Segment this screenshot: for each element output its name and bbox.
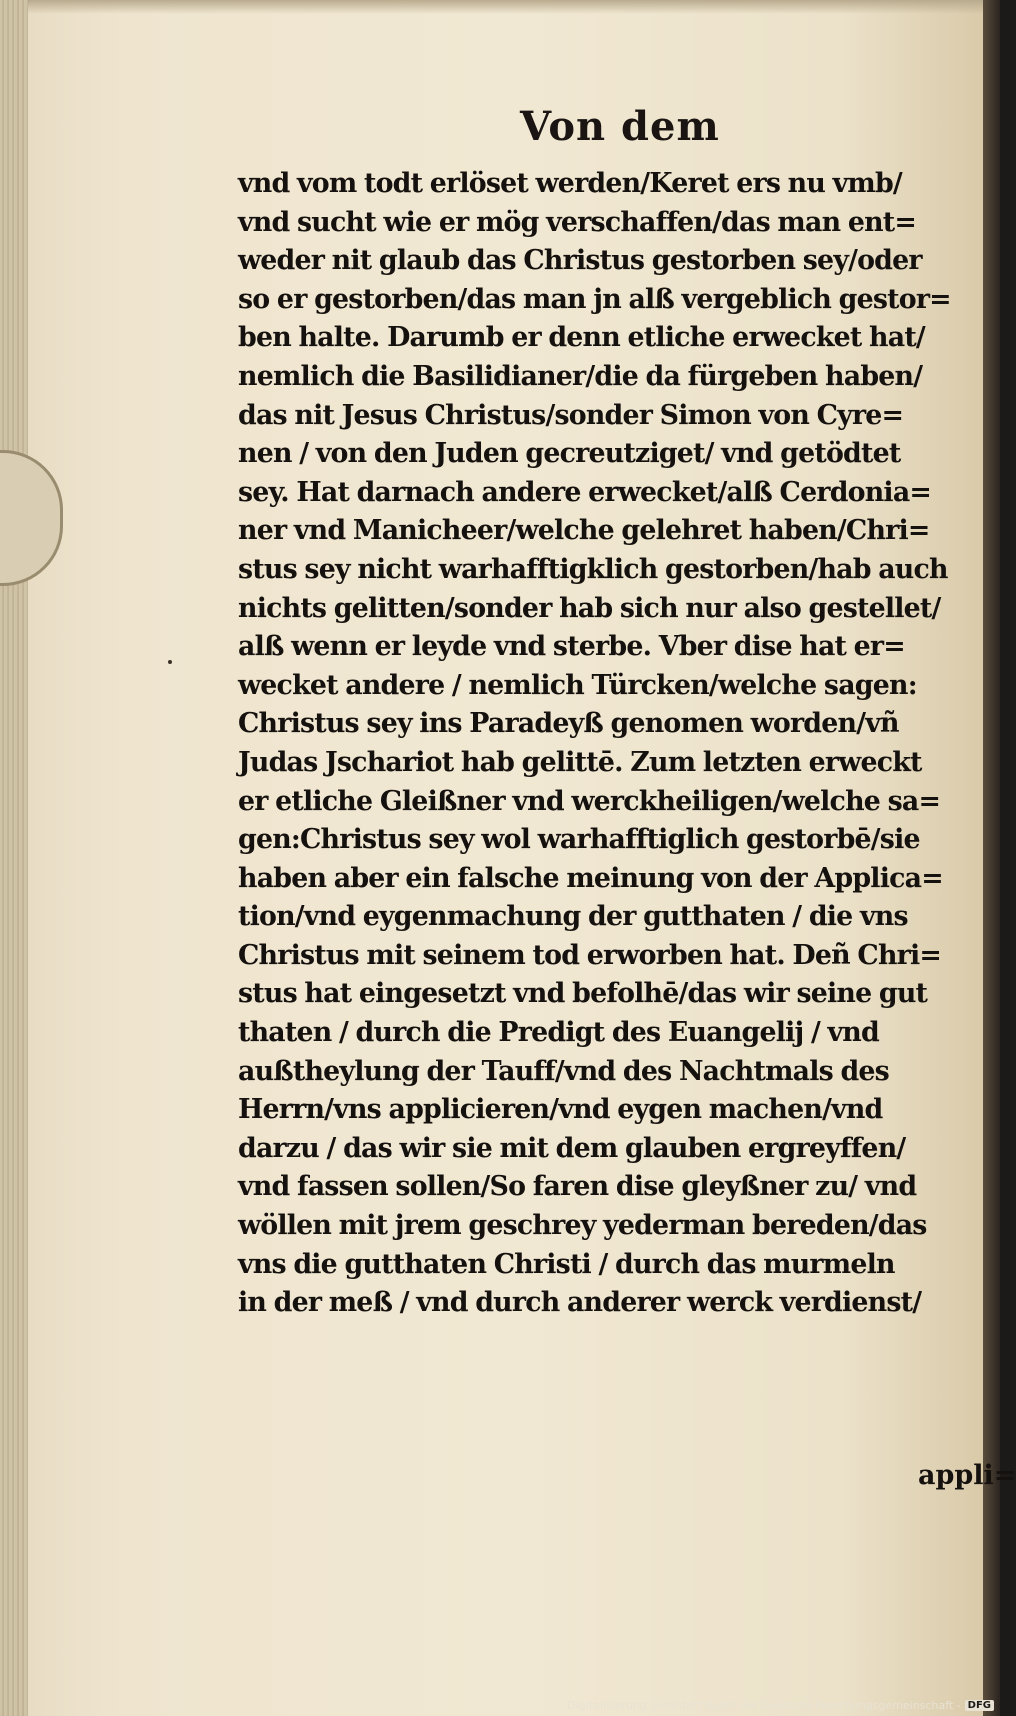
text-line: stus sey nicht warhafftigklich gestorben/hab auch [238,553,948,585]
text-line: vnd vom todt erlöset werden/Keret ers nu vmb/ [238,168,902,199]
credit-text: Digitalisierung gefördert durch die Deutsche Forschungsgemeinschaft - [567,1699,961,1712]
text-line: weder nit glaub das Christus gestorben sey/oder [238,245,922,277]
text-line: vnd fassen sollen/So faren dise gleyßner zu/ vnd [238,1171,917,1203]
text-line: außtheylung der Tauff/vnd des Nachtmals des [238,1055,889,1087]
text-line: er etliche Gleißner vnd werckheiligen/welche sa= [238,785,941,817]
catchword: appli= [918,1460,1016,1491]
text-line: nen / von den Juden gecreutziget/ vnd getödtet [238,438,901,470]
running-head: Von dem [520,103,720,150]
text-line: nichts gelitten/sonder hab sich nur also gestellet/ [238,592,941,624]
text-line: so er gestorben/das man jn alß vergeblich gestor= [238,283,951,315]
text-line: ben halte. Darumb er denn etliche erwecket hat/ [238,322,925,354]
text-line: in der meß / vnd durch anderer werck verdienst/ [238,1287,922,1319]
text-line: ner vnd Manicheer/welche gelehret haben/Chri= [238,515,930,547]
text-line: wöllen mit jrem geschrey yederman bereden/das [238,1210,927,1242]
text-line: thaten / durch die Predigt des Euangelij / vnd [238,1017,879,1049]
dfg-logo: DFG [965,1700,994,1711]
text-line: vns die gutthaten Christi / durch das murmeln [238,1248,895,1280]
text-line: darzu / das wir sie mit dem glauben ergreyffen/ [238,1132,906,1164]
text-line: Christus sey ins Paradeyß genomen worden/vñ [238,708,899,740]
text-line: Judas Jschariot hab gelittē. Zum letzten erweckt [238,746,922,778]
text-line: nemlich die Basilidianer/die da fürgeben haben/ [238,360,923,392]
digitization-credit [567,1699,994,1712]
ink-speck [168,660,172,664]
text-line: gen:Christus sey wol warhafftiglich gestorbē/sie [238,824,920,856]
text-line: sey. Hat darnach andere erwecket/alß Cerdonia= [238,476,932,508]
body-text [238,165,978,1323]
text-line: haben aber ein falsche meinung von der Applica= [238,862,943,894]
text-line: Herrn/vns applicieren/vnd eygen machen/vnd [238,1094,883,1126]
text-line: stus hat eingesetzt vnd befolhē/das wir seine gut [238,978,928,1010]
text-line: wecket andere / nemlich Türcken/welche sagen: [238,669,917,701]
text-line: tion/vnd eygenmachung der gutthaten / die vns [238,901,908,933]
text-line: Christus mit seinem tod erworben hat. Deñ Chri= [238,939,942,971]
page-top-shadow [28,0,983,14]
text-line: vnd sucht wie er mög verschaffen/das man ent= [238,206,917,238]
text-line: das nit Jesus Christus/sonder Simon von Cyre= [238,399,904,431]
book-gutter [983,0,1000,1716]
text-line: alß wenn er leyde vnd sterbe. Vber dise hat er= [238,631,905,663]
